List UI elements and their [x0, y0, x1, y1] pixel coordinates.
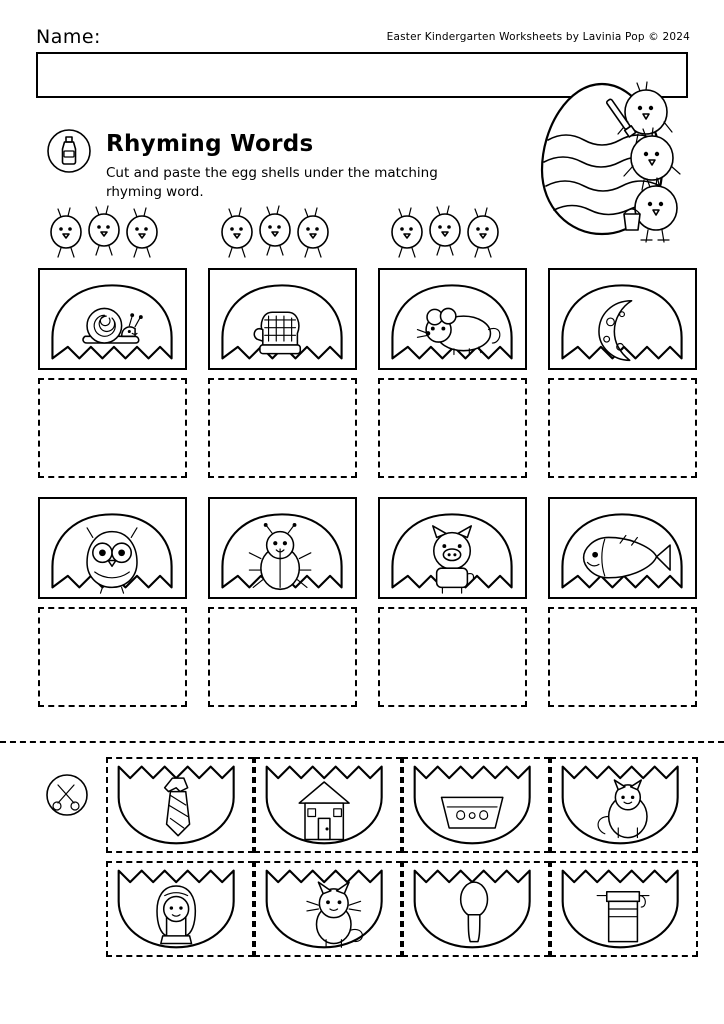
chick-trio-2 [215, 206, 365, 258]
cut-piece-girl[interactable] [106, 861, 254, 957]
prompt-card-snail [38, 268, 187, 370]
easter-egg-illustration [510, 62, 700, 262]
cut-piece-cat[interactable] [254, 861, 402, 957]
cut-piece-towel[interactable] [550, 861, 698, 957]
prompt-card-pig [378, 497, 527, 599]
prompt-card-moon [548, 268, 697, 370]
paste-slot-bug[interactable] [208, 607, 357, 707]
cut-piece-tie[interactable] [106, 757, 254, 853]
paste-slot-snail[interactable] [38, 378, 187, 478]
paste-slot-pig[interactable] [378, 607, 527, 707]
name-label: Name: [36, 26, 101, 48]
page-title: Rhyming Words [106, 131, 314, 157]
copyright-credit: Easter Kindergarten Worksheets by Lavinia Pop © 2024 [386, 31, 690, 43]
instructions-text: Cut and paste the egg shells under the matching rhyming word. [106, 165, 438, 200]
cut-piece-bowl[interactable] [402, 757, 550, 853]
cut-line-divider [0, 741, 724, 743]
cut-piece-spoon[interactable] [402, 861, 550, 957]
cut-piece-house[interactable] [254, 757, 402, 853]
paste-slot-moon[interactable] [548, 378, 697, 478]
paste-slot-fish[interactable] [548, 607, 697, 707]
chick-trio-3 [385, 206, 535, 258]
prompt-card-bug [208, 497, 357, 599]
paste-slot-mouse[interactable] [378, 378, 527, 478]
scissors-icon [44, 772, 90, 818]
prompt-card-mouse [378, 268, 527, 370]
prompt-card-fish [548, 497, 697, 599]
chick-trio-1 [44, 206, 194, 258]
prompt-card-owl [38, 497, 187, 599]
paste-slot-mitten[interactable] [208, 378, 357, 478]
paste-slot-owl[interactable] [38, 607, 187, 707]
cut-piece-kitten[interactable] [550, 757, 698, 853]
glue-bottle-icon [46, 128, 92, 174]
prompt-card-mitten [208, 268, 357, 370]
